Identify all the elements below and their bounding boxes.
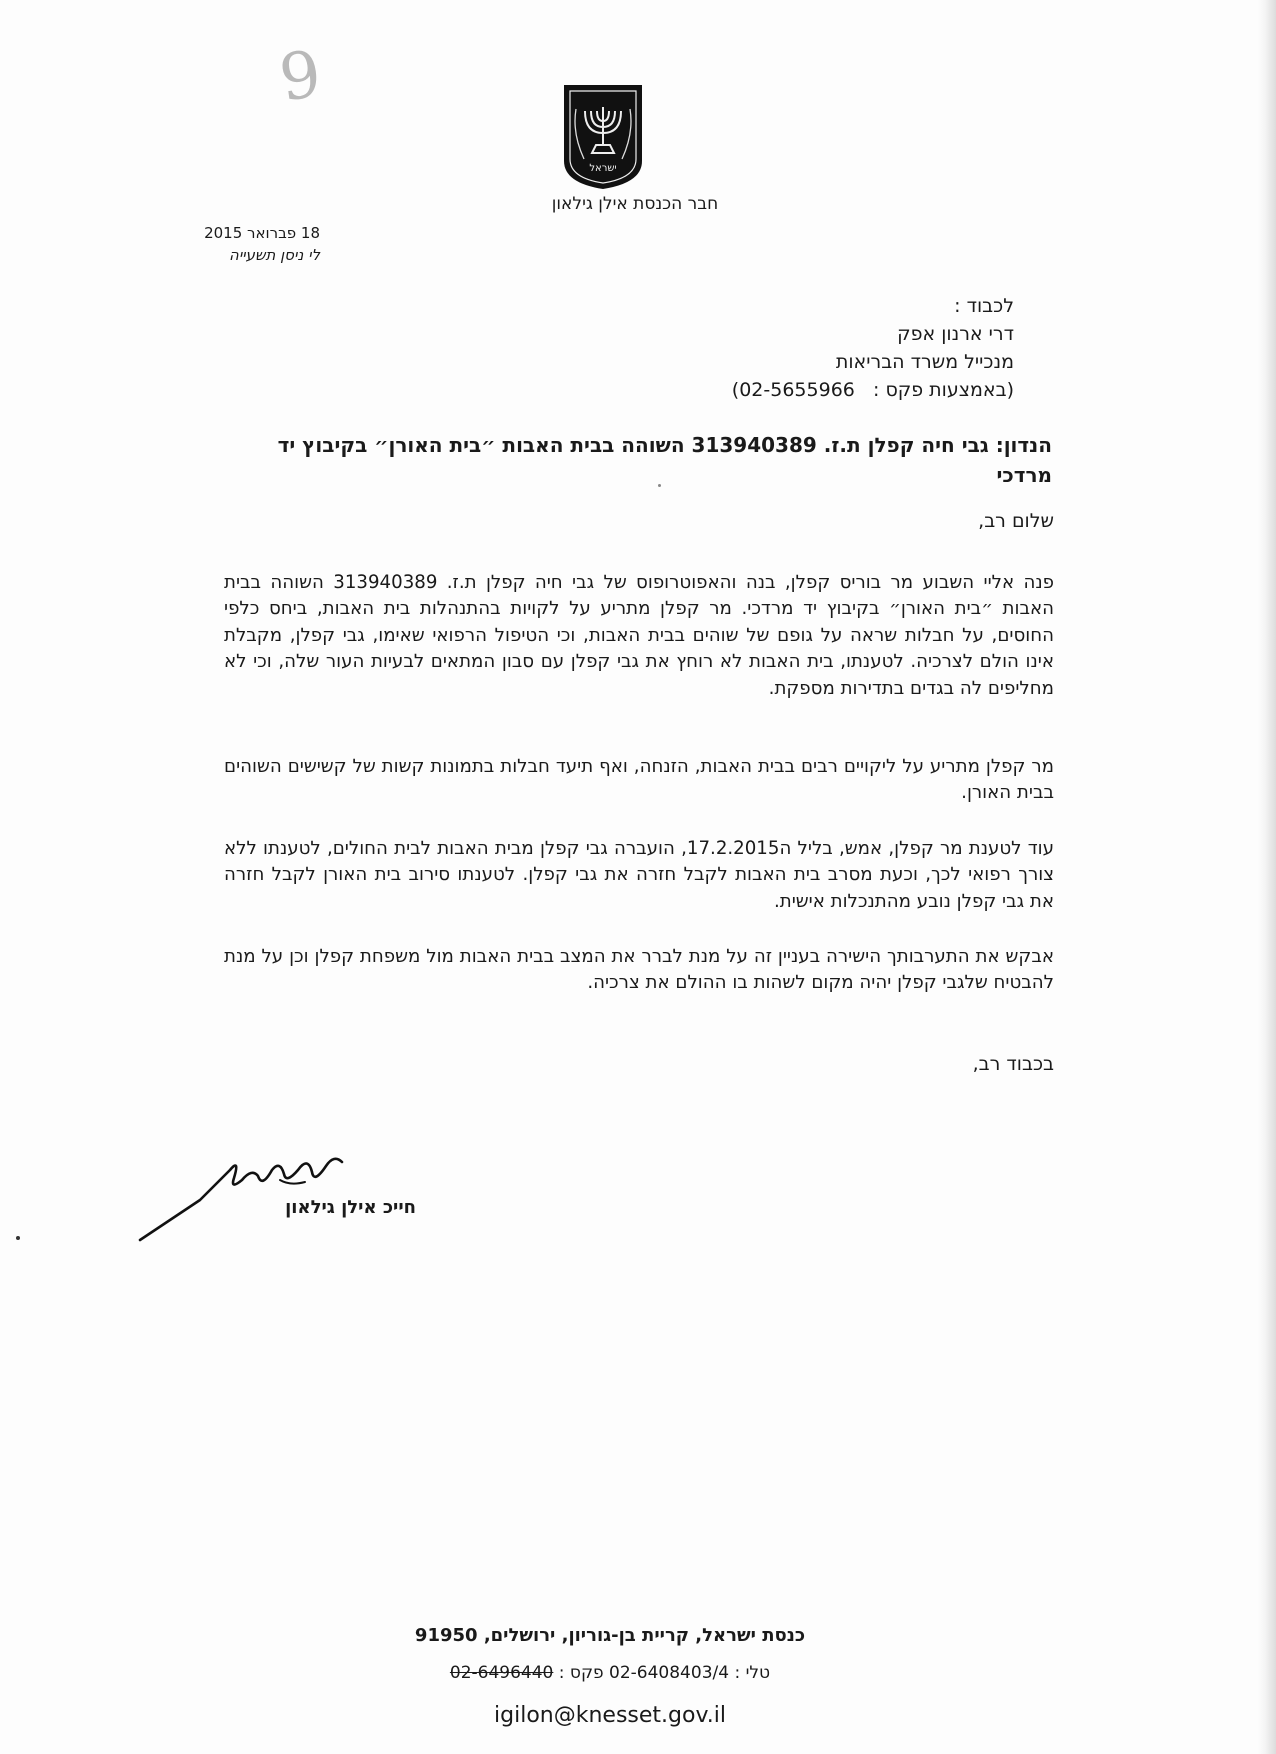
addressee-fax [414, 376, 1014, 404]
date-block [150, 222, 320, 266]
paragraph-2: מר קפלן מתריע על ליקויים רבים בבית האבות, הזנחה, ואף תיעד חבלות בתמונות קשות של קשישים השוהים בבית האורן. [224, 756, 1054, 804]
addressee-name: דרי ארנון אפק [897, 323, 1014, 345]
menorah-emblem-icon [562, 83, 644, 191]
paragraph-3: עוד לטענת מר קפלן, אמש, בליל ה17.2.2015, הועברה גבי קפלן מבית האבות לבית החולים, לטענתו ללא צורך רפואי לכך, וכעת מסרב בית האבות לקבל חזרה את גבי קפלן. לטענתו סירוב בית האורן לקבל חזרה את גבי קפלן נובע מהתנכלות אישית. [224, 838, 1054, 912]
fax-number: 02-5655966) [731, 379, 855, 401]
emblem-text: ישראל [589, 163, 617, 174]
handwritten-signature [130, 1140, 390, 1250]
footer-fax: 02-6496440 [449, 1663, 554, 1683]
subject-block [232, 430, 1052, 490]
hebrew-date: לי ניסן תשעייה [229, 246, 320, 264]
paragraph-1: פנה אליי השבוע מר בוריס קפלן, בנה והאפוטרופוס של גבי חיה קפלן ת.ז. 313940389 השוהה בבית האבות ״בית האורן״ בקיבוץ יד מרדכי. מר קפלן מתריע על לקויות בהתנהלות בית האבות, ביחס כלפי החוסים, על חבלות שראה על גופם של שוהים בבית האבות, וכי הטיפול הרפואי שאימו, גבי קפלן, מקבלת אינו הולם לצרכיה. לטענתו, בית האבות לא רוחץ את גבי קפלן עם סבון המתאים לבעיות העור שלה, וכי לא מחליפים לה בגדים בתדירות מספקת. [224, 572, 1055, 699]
fax-prefix: (באמצעות פקס : [873, 379, 1014, 401]
addressee-title: מנכייל משרד הבריאות [835, 351, 1014, 373]
addressee-block [414, 292, 1014, 404]
addressee-salutation: לכבוד : [954, 295, 1014, 317]
footer-address: כנסת ישראל, קריית בן-גוריון, ירושלים, 91950 [414, 1625, 806, 1646]
footer-email[interactable]: igilon@knesset.gov.il [494, 1703, 726, 1728]
gregorian-date: 18 פברואר 2015 [204, 224, 320, 242]
scan-speck [658, 484, 661, 487]
footer-phone-prefix: טלי : 02-6408403/4 פקס : [558, 1663, 771, 1683]
signer-name: חייכ אילן גילאון [285, 1197, 416, 1218]
sender-title: חבר הכנסת אילן גילאון [551, 194, 719, 214]
scan-speck [16, 1236, 20, 1240]
subject-line-2: מרדכי [996, 463, 1052, 487]
pencil-mark: 9 [275, 37, 326, 117]
closing: בכבוד רב, [972, 1053, 1054, 1075]
subject-line-1: הנדון: גבי חיה קפלן ת.ז. 313940389 השוהה בבית האבות ״בית האורן״ בקיבוץ יד [277, 433, 1052, 457]
scan-edge [1258, 0, 1276, 1754]
paragraph-4: אבקש את התערבותך הישירה בעניין זה על מנת לברר את המצב בבית האבות מול משפחת קפלן וכן על מנת להבטיח שלגבי קפלן יהיה מקום לשהות בו ההולם את צרכיה. [224, 946, 1054, 994]
footer-phone [360, 1663, 860, 1683]
greeting: שלום רב, [978, 510, 1054, 532]
